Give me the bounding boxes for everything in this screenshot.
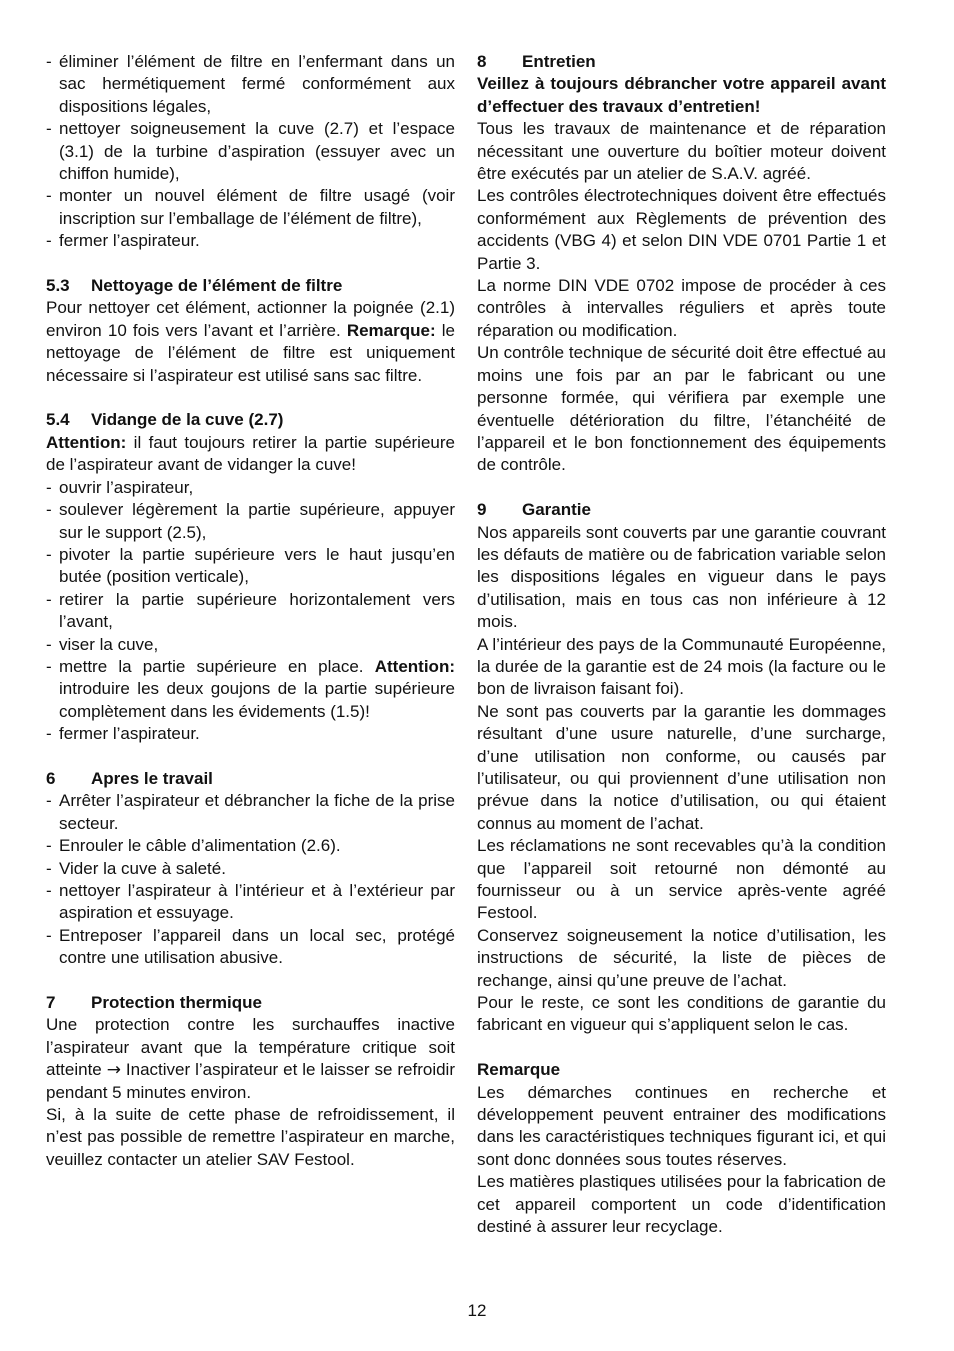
list-item: - Arrêter l’aspirateur et débrancher la fiche de la prise secteur. bbox=[46, 790, 455, 835]
emptying-step-list bbox=[46, 477, 455, 746]
paragraph: Un contrôle technique de sécurité doit être effectué au moins une fois par an par le fabricant ou une personne formée, qui vérifiera par exemple une éventuelle détérioration du filtre, l’étanchéité de l’appareil et le bon fonctionnement des équipements de contrôle. bbox=[477, 343, 886, 475]
list-item: - monter un nouvel élément de filtre usagé (voir inscription sur l’emballage de l’élément de filtre), bbox=[46, 185, 455, 230]
list-item: - fermer l’aspirateur. bbox=[46, 723, 455, 745]
item-text: mettre la partie supérieure en place. bbox=[59, 656, 375, 676]
section-number: 5.3 bbox=[46, 276, 70, 296]
paragraph bbox=[46, 432, 455, 477]
list-item: - nettoyer l’aspirateur à l’intérieur et à l’extérieur par aspiration et essuyage. bbox=[46, 880, 455, 925]
list-item: - viser la cuve, bbox=[46, 634, 455, 656]
paragraph: Les réclamations ne sont recevables qu’à la condition que l’appareil soit retourné non démonté au fournisseur ou à un service après-vente agréé Festool. bbox=[477, 836, 886, 923]
section-title: Vidange de la cuve (2.7) bbox=[91, 410, 284, 430]
attention-text: il faut toujours retirer la partie supérieure de l’aspirateur avant de vidanger la cuve! bbox=[46, 432, 455, 475]
paragraph: Les matières plastiques utilisées pour la fabrication de cet appareil comportent un code d’identification destiné à assurer leur recyclage. bbox=[477, 1172, 886, 1237]
section-8 bbox=[477, 51, 886, 477]
paragraph: Ne sont pas couverts par la garantie les dommages résultant d’une usure naturelle, d’une surcharge, d’une utilisation non conforme, ou causés par l’utilisateur, ou qui proviennent d’une utilisation non prévue dans la notice d’utilisation, ou qui étaient connus au moment de l’achat. bbox=[477, 701, 886, 833]
list-item: - Entreposer l’appareil dans un local sec, protégé contre une utilisation abusive. bbox=[46, 925, 455, 970]
section-heading bbox=[46, 768, 455, 790]
paragraph: Nos appareils sont couverts par une garantie couvrant les défauts de matière ou de fabrication variable selon les dispositions légales en vigueur dans le pays d’utilisation, mais en tous cas non inférieure à 12 mois. bbox=[477, 522, 886, 632]
attention-label: Attention: bbox=[374, 656, 455, 676]
section-6 bbox=[46, 768, 455, 970]
paragraph: Conservez soigneusement la notice d’utilisation, les instructions de sécurité, la liste de pièces de rechange, ainsi qu’une preuve de l’achat. bbox=[477, 925, 886, 990]
list-item: - ouvrir l’aspirateur, bbox=[46, 477, 455, 499]
section-remarque bbox=[477, 1059, 886, 1238]
section-number: 8 bbox=[477, 52, 487, 71]
arrow-right-icon: → bbox=[106, 1060, 121, 1081]
list-item: - éliminer l’élément de filtre en l’enfermant dans un sac hermétiquement fermé conformément aux dispositions légales, bbox=[46, 51, 455, 118]
section-title: Remarque bbox=[477, 1060, 561, 1080]
remark-label: Remarque: bbox=[346, 320, 436, 340]
list-item: - pivoter la partie supérieure vers le haut jusqu’en butée (position verticale), bbox=[46, 544, 455, 589]
paragraph: A l’intérieur des pays de la Communauté Européenne, la durée de la garantie est de 24 mois (la facture ou le bon de livraison faisant foi). bbox=[477, 634, 886, 699]
paragraph-text: Inactiver l’aspirateur et le laisser se refroidir pendant 5 minutes environ. bbox=[46, 1060, 455, 1102]
paragraph bbox=[46, 1014, 455, 1104]
paragraph-text: Une protection contre les surchauffes inactive l’aspirateur avant que la température critique soit atteinte bbox=[46, 1015, 455, 1080]
page-number: 12 bbox=[467, 1301, 487, 1320]
paragraph: Tous les travaux de maintenance et de réparation nécessitant une ouverture du boîtier moteur doivent être exécutés par un atelier de S.A.V. agréé. bbox=[477, 119, 886, 184]
section-heading bbox=[46, 409, 455, 431]
intro-step-list bbox=[46, 51, 455, 253]
maintenance-warning: Veillez à toujours débrancher votre appareil avant d’effectuer des travaux d’entretien! bbox=[477, 74, 886, 116]
list-item bbox=[46, 656, 455, 723]
section-title: Nettoyage de l’élément de filtre bbox=[91, 276, 343, 296]
list-item: - fermer l’aspirateur. bbox=[46, 230, 455, 252]
paragraph: La norme DIN VDE 0702 impose de procéder à ces contrôles à intervalles réguliers et après toute réparation ou modification. bbox=[477, 276, 886, 340]
attention-label: Attention: bbox=[46, 432, 127, 452]
list-item: - Vider la cuve à saleté. bbox=[46, 858, 455, 880]
paragraph bbox=[46, 297, 455, 387]
paragraph: Les démarches continues en recherche et développement peuvent entrainer des modifications dans les caractéristiques techniques figurant ici, et qui sont donc données sous toutes réserves. bbox=[477, 1082, 886, 1169]
list-item: - nettoyer soigneusement la cuve (2.7) et l’espace (3.1) de la turbine d’aspiration (essuyer avec un chiffon humide), bbox=[46, 118, 455, 185]
list-item: - Enrouler le câble d’alimentation (2.6). bbox=[46, 835, 455, 857]
remark-text: le nettoyage de l’élément de filtre est uniquement nécessaire si l’aspirateur est utilisé sans sac filtre. bbox=[46, 320, 455, 385]
paragraph-text: Pour nettoyer cet élément, actionner la poignée (2.1) environ 10 fois vers l’avant et l’arrière. bbox=[46, 298, 455, 340]
list-item: - soulever légèrement la partie supérieure, appuyer sur le support (2.5), bbox=[46, 499, 455, 544]
section-heading bbox=[46, 275, 455, 297]
section-number: 5.4 bbox=[46, 410, 70, 430]
list-item: - retirer la partie supérieure horizontalement vers l’avant, bbox=[46, 589, 455, 634]
section-heading bbox=[477, 51, 886, 73]
section-number: 9 bbox=[477, 500, 487, 520]
section-5-4 bbox=[46, 409, 455, 745]
paragraph: Les contrôles électrotechniques doivent être effectués conformément aux Règlements de prévention des accidents (VBG 4) et selon DIN VDE 0701 Partie 1 et Partie 3. bbox=[477, 186, 886, 273]
section-title: Apres le travail bbox=[91, 768, 213, 788]
section-heading bbox=[477, 1059, 886, 1081]
section-9 bbox=[477, 499, 886, 1037]
section-title: Entretien bbox=[522, 52, 596, 71]
after-work-step-list bbox=[46, 790, 455, 969]
paragraph: Si, à la suite de cette phase de refroidissement, il n’est pas possible de remettre l’aspirateur en marche, veuillez contacter un atelier SAV Festool. bbox=[46, 1105, 455, 1169]
section-number: 7 bbox=[46, 993, 56, 1012]
section-5-3 bbox=[46, 275, 455, 387]
section-title: Protection thermique bbox=[91, 993, 262, 1012]
section-number: 6 bbox=[46, 768, 56, 788]
section-7 bbox=[46, 992, 455, 1171]
section-heading bbox=[46, 992, 455, 1014]
filter-disposal-steps bbox=[46, 51, 455, 253]
section-title: Garantie bbox=[522, 500, 591, 520]
item-text: introduire les deux goujons de la partie supérieure complètement dans les évidements (1.5)! bbox=[59, 679, 455, 721]
section-heading bbox=[477, 499, 886, 521]
left-column bbox=[46, 51, 455, 1194]
right-column bbox=[477, 51, 886, 1261]
paragraph: Pour le reste, ce sont les conditions de garantie du fabricant en vigueur qui s’appliquent selon le cas. bbox=[477, 993, 886, 1035]
